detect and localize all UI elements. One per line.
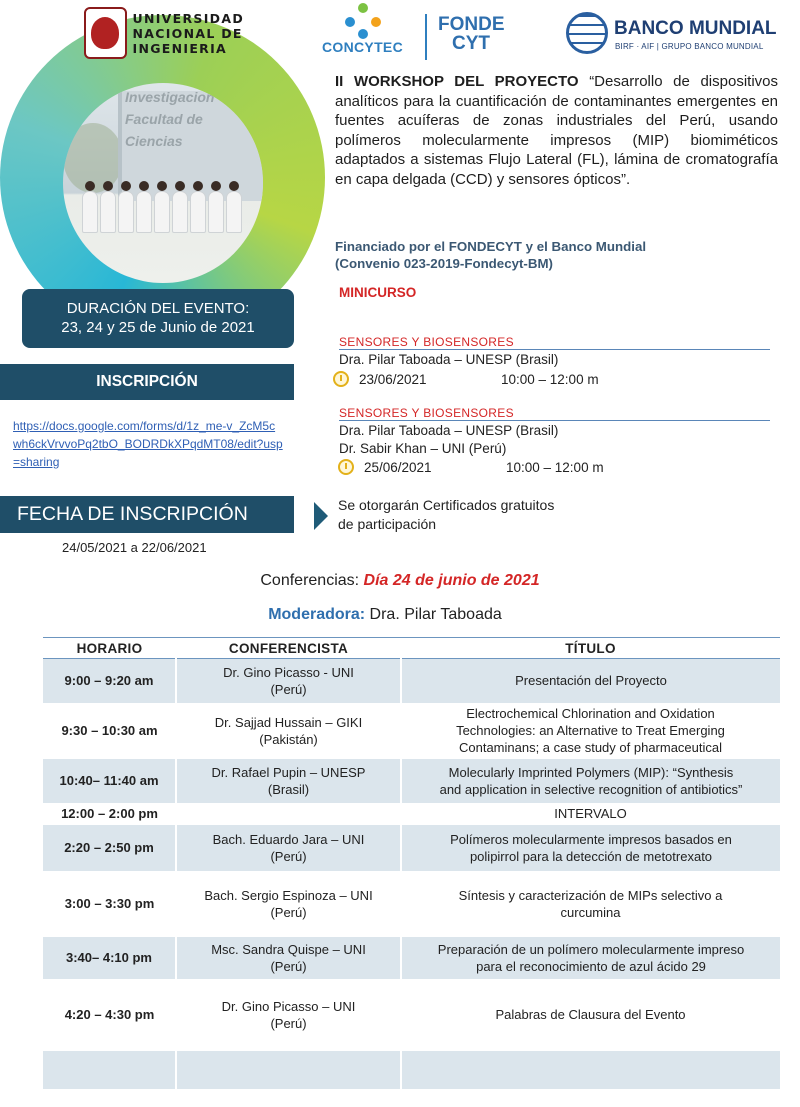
session-time: 10:00 – 12:00 m <box>506 459 604 475</box>
table-row <box>43 703 780 759</box>
certificates-note <box>338 496 554 534</box>
registration-date-range: 24/05/2021 a 22/06/2021 <box>62 540 207 555</box>
session-date: 25/06/2021 <box>364 459 432 475</box>
registration-link[interactable]: https://docs.google.com/forms/d/1z_me-v_ZcM5cwh6ckVrvvoPq2tbO_BODRDkXPqdMT08/edit?usp=sharing <box>13 419 283 469</box>
row-time: 10:40– 11:40 am <box>43 759 176 803</box>
group-photo <box>63 83 263 283</box>
moderator-name: Dra. Pilar Taboada <box>369 606 502 623</box>
university-name-line: INGENIERIA <box>132 40 228 56</box>
row-speaker: Dr. Rafael Pupin – UNESP (Brasil) <box>176 759 401 803</box>
workshop-lead: II WORKSHOP DEL PROYECTO <box>335 73 579 90</box>
fondecyt-logo <box>438 15 518 53</box>
session-time: 10:00 – 12:00 m <box>501 371 599 387</box>
row-time: 4:20 – 4:30 pm <box>64 1007 155 1022</box>
session-heading: SENSORES Y BIOSENSORES <box>339 335 514 349</box>
row-speaker: Dr. Gino Picasso – UNI (Perú) <box>221 998 356 1031</box>
column-header: CONFERENCISTA <box>176 638 401 659</box>
university-crest-icon <box>84 7 127 59</box>
row-speaker <box>176 803 401 825</box>
schedule-table <box>43 637 780 1089</box>
row-time: 2:20 – 2:50 pm <box>43 825 176 871</box>
clock-icon <box>333 371 349 387</box>
concytec-logo <box>310 3 415 63</box>
row-speaker: Dr. Gino Picasso - UNI (Perú) <box>176 659 401 703</box>
table-row <box>43 825 780 871</box>
fondecyt-line1: FONDE <box>438 14 505 35</box>
university-name-line: NACIONAL DE <box>132 25 243 41</box>
row-time: 9:30 – 10:30 am <box>61 723 158 738</box>
row-speaker: Msc. Sandra Quispe – UNI (Perú) <box>176 937 401 979</box>
table-row <box>43 871 780 937</box>
moderator-line <box>0 606 770 624</box>
certificates-line2: de participación <box>338 516 437 532</box>
funding-line2: (Convenio 023-2019-Fondecyt-BM) <box>335 256 553 271</box>
conferences-day: Día 24 de junio de 2021 <box>363 572 540 589</box>
session-divider <box>339 349 770 350</box>
row-title: Presentación del Proyecto <box>401 659 780 703</box>
session-speaker: Dra. Pilar Taboada – UNESP (Brasil) <box>339 352 559 367</box>
row-title: Polímeros molecularmente impresos basados en polipirrol para la detección de metotrexato <box>401 825 780 871</box>
logo-divider <box>425 14 427 60</box>
moderator-label: Moderadora: <box>268 606 370 623</box>
world-bank-globe-icon <box>566 12 608 54</box>
certificates-line1: Se otorgarán Certificados gratuitos <box>338 497 555 513</box>
registration-header: INSCRIPCIÓN <box>0 364 294 400</box>
concytec-molecule-icon <box>345 3 381 39</box>
conferences-heading <box>0 572 800 590</box>
university-name <box>133 11 244 56</box>
conferences-label: Conferencias: <box>260 572 364 589</box>
table-row <box>43 659 780 703</box>
event-duration-box <box>22 289 294 348</box>
row-title: Preparación de un polímero molecularmente impreso para el reconocimiento de azul ácido 29 <box>401 937 780 979</box>
column-header: HORARIO <box>43 638 176 659</box>
row-time: 3:00 – 3:30 pm <box>64 896 155 911</box>
row-title: Molecularly Imprinted Polymers (MIP): “Synthesis and application in selective recognition of antibiotics” <box>401 759 780 803</box>
table-row <box>43 803 780 825</box>
duration-label: DURACIÓN DEL EVENTO: <box>66 300 250 317</box>
session-speaker: Dr. Sabir Khan – UNI (Perú) <box>339 441 507 456</box>
minicurso-title: MINICURSO <box>339 285 417 300</box>
registration-date-header: FECHA DE INSCRIPCIÓN <box>0 496 294 533</box>
table-header-row <box>43 638 780 659</box>
row-title: Electrochemical Chlorination and Oxidation Technologies: an Alternative to Treat Emerging Contaminans; a case study of pharmaceutical <box>456 706 725 755</box>
table-row <box>43 937 780 979</box>
photo-sign-line2: Facultad de <box>125 111 203 127</box>
session-speaker: Dra. Pilar Taboada – UNESP (Brasil) <box>339 423 559 438</box>
university-name-line: UNIVERSIDAD <box>132 10 244 26</box>
row-speaker: Bach. Eduardo Jara – UNI (Perú) <box>176 825 401 871</box>
funding-note <box>335 238 778 272</box>
row-time: 3:40– 4:10 pm <box>43 937 176 979</box>
photo-sign-line1: Investigacion <box>125 89 215 105</box>
world-bank-name: BANCO MUNDIAL <box>614 18 777 39</box>
column-header: TÍTULO <box>401 638 780 659</box>
session-date: 23/06/2021 <box>359 371 427 387</box>
row-title: INTERVALO <box>554 806 627 821</box>
session-divider <box>339 420 770 421</box>
minicurso-session <box>339 406 770 475</box>
duration-dates: 23, 24 y 25 de Junio de 2021 <box>61 319 255 336</box>
row-speaker: Dr. Sajjad Hussain – GIKI (Pakistán) <box>214 714 363 747</box>
clock-icon <box>338 459 354 475</box>
workshop-description <box>335 72 778 189</box>
row-speaker: Bach. Sergio Espinoza – UNI (Perú) <box>204 887 373 920</box>
table-row-empty <box>43 1051 780 1089</box>
workshop-text: “Desarrollo de dispositivos analíticos para la cuantificación de contaminantes emergentes en fuentes acuíferas de zonas industriales del Perú, usando polímeros molecularmente impresos (MIP) biomiméticos adaptados a sistemas Flujo Lateral (FL), lámina de cromatografía en capa delgada (CCD) y sensores ópticos”. <box>335 73 778 188</box>
funding-line1: Financiado por el FONDECYT y el Banco Mundial <box>335 239 647 254</box>
arrow-right-icon <box>314 502 328 530</box>
table-row <box>43 979 780 1051</box>
university-logo <box>84 5 244 61</box>
table-row <box>43 759 780 803</box>
concytec-text: CONCYTEC <box>322 39 403 55</box>
minicurso-session <box>339 335 770 387</box>
row-time: 12:00 – 2:00 pm <box>61 806 158 821</box>
world-bank-subtitle: BIRF · AIF | GRUPO BANCO MUNDIAL <box>615 42 764 51</box>
row-time: 9:00 – 9:20 am <box>43 659 176 703</box>
photo-sign-line3: Ciencias <box>125 133 183 149</box>
session-heading: SENSORES Y BIOSENSORES <box>339 406 514 420</box>
row-title: Síntesis y caracterización de MIPs selectivo a curcumina <box>458 887 723 920</box>
row-title: Palabras de Clausura del Evento <box>495 1007 686 1022</box>
fondecyt-line2: CYT <box>452 33 490 54</box>
